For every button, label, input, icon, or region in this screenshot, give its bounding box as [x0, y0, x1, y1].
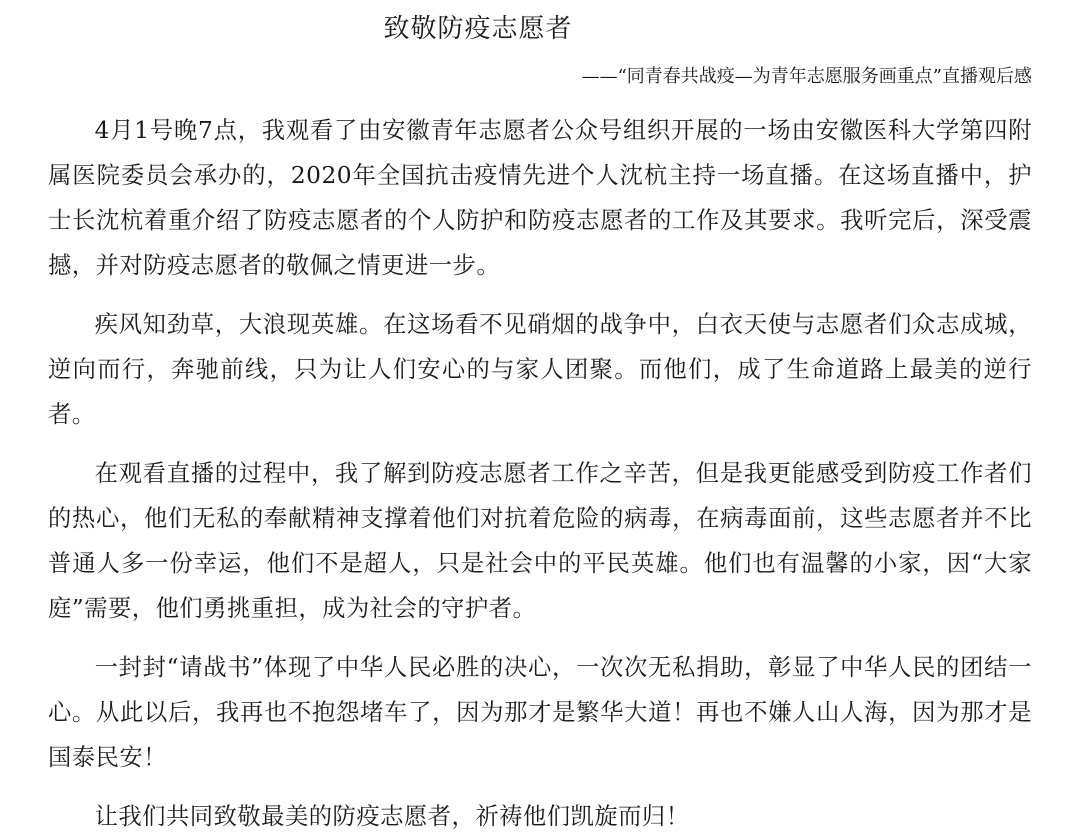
document-subtitle: ——“同青春共战疫—为青年志愿服务画重点”直播观后感: [581, 66, 1032, 87]
paragraph: 疾风知劲草，大浪现英雄。在这场看不见硝烟的战争中，白衣天使与志愿者们众志成城，逆向而行，奔驰前线，只为让人们安心的与家人团聚。而他们，成了生命道路上最美的逆行者。: [48, 311, 1032, 428]
document-title: 致敬防疫志愿者: [383, 14, 573, 44]
paragraph: 在观看直播的过程中，我了解到防疫志愿者工作之辛苦，但是我更能感受到防疫工作者们的热心，他们无私的奉献精神支撑着他们对抗着危险的病毒，在病毒面前，这些志愿者并不比普通人多一份幸运，他们不是超人，只是社会中的平民英雄。他们也有温馨的小家，因“大家庭”需要，他们勇挑重担，成为社会的守护者。: [48, 460, 1032, 622]
paragraph: 一封封“请战书”体现了中华人民必胜的决心，一次次无私捐助，彰显了中华人民的团结一心。从此以后，我再也不抱怨堵车了，因为那才是繁华大道！再也不嫌人山人海，因为那才是国泰民安！: [48, 654, 1032, 771]
paragraph: 让我们共同致敬最美的防疫志愿者，祈祷他们凯旋而归！: [94, 803, 690, 830]
document-body: [48, 108, 1032, 839]
paragraph: 4月1号晚7点，我观看了由安徽青年志愿者公众号组织开展的一场由安徽医科大学第四附属医院委员会承办的，2020年全国抗击疫情先进个人沈杭主持一场直播。在这场直播中，护士长沈杭着重介绍了防疫志愿者的个人防护和防疫志愿者的工作及其要求。我听完后，深受震撼，并对防疫志愿者的敬佩之情更进一步。: [48, 117, 1032, 279]
